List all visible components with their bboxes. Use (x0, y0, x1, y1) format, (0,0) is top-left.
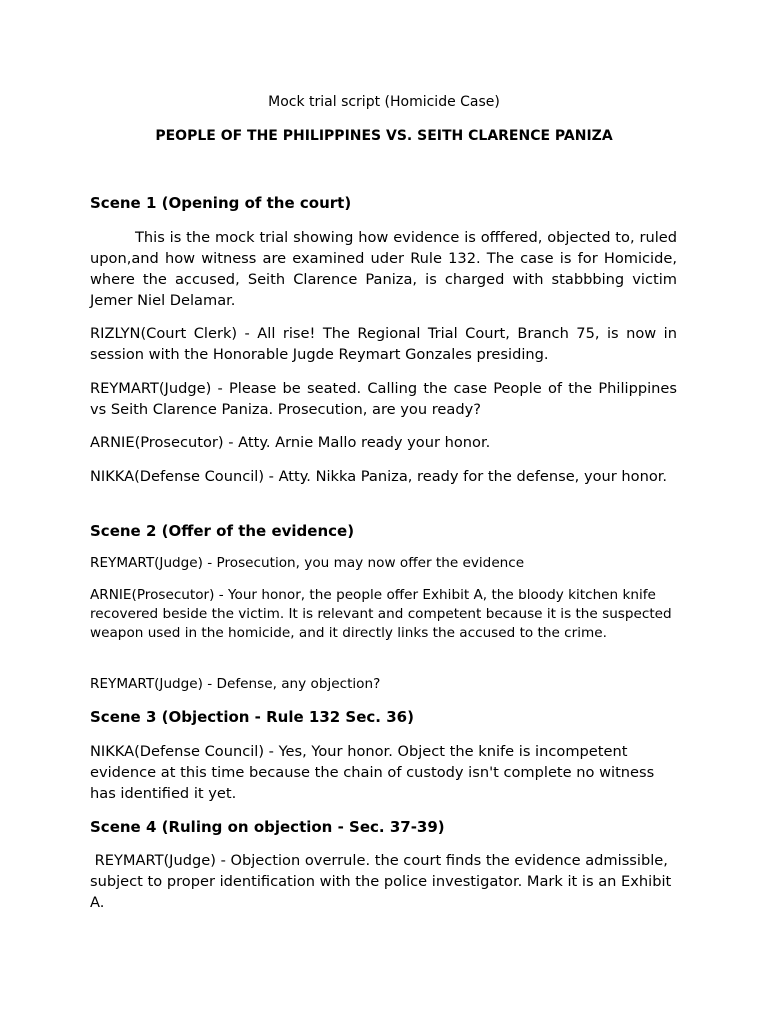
scene4-reymart-line: REYMART(Judge) - Objection overrule. the court finds the evidence admissible, subject to proper identification with the police investigator. Mark it is an Exhibit A. (90, 852, 676, 911)
scene2-reymart-line-2: REYMART(Judge) - Defense, any objection? (90, 676, 381, 692)
scene2-heading: Scene 2 (Offer of the evidence) (90, 522, 355, 540)
scene1-intro-paragraph: This is the mock trial showing how evidence is offfered, objected to, ruled upon,and how witness are examined uder Rule 132. The case is for Homicide, where the accused, Seith Clarence Paniza, is charged with stabbbing victim Jemer Niel Delamar. (90, 229, 677, 309)
scene3-nikka-line: NIKKA(Defense Council) - Yes, Your honor. Object the knife is incompetent evidence at this time because the chain of custody isn't complete no witness has identified it yet. (90, 743, 655, 802)
scene1-nikka-line: NIKKA(Defense Council) - Atty. Nikka Paniza, ready for the defense, your honor. (90, 468, 668, 485)
scene3-heading: Scene 3 (Objection - Rule 132 Sec. 36) (90, 708, 414, 726)
scene1-reymart-line: REYMART(Judge) - Please be seated. Calling the case People of the Philippines vs Seith Clarence Paniza. Prosecution, are you ready? (90, 380, 677, 418)
scene4-heading: Scene 4 (Ruling on objection - Sec. 37-39) (90, 818, 445, 836)
scene1-arnie-line: ARNIE(Prosecutor) - Atty. Arnie Mallo ready your honor. (90, 434, 491, 451)
document-subtitle: Mock trial script (Homicide Case) (268, 94, 500, 110)
document-title: PEOPLE OF THE PHILIPPINES VS. SEITH CLARENCE PANIZA (155, 128, 613, 144)
scene2-reymart-line-1: REYMART(Judge) - Prosecution, you may now offer the evidence (90, 555, 525, 571)
scene1-rizlyn-line: RIZLYN(Court Clerk) - All rise! The Regional Trial Court, Branch 75, is now in session with the Honorable Jugde Reymart Gonzales presiding. (90, 325, 677, 363)
scene1-heading: Scene 1 (Opening of the court) (90, 194, 352, 212)
scene2-arnie-line: ARNIE(Prosecutor) - Your honor, the people offer Exhibit A, the bloody kitchen knife recovered beside the victim. It is relevant and competent because it is the suspected weapon used in the homicide, and it directly links the accused to the crime. (90, 587, 672, 641)
